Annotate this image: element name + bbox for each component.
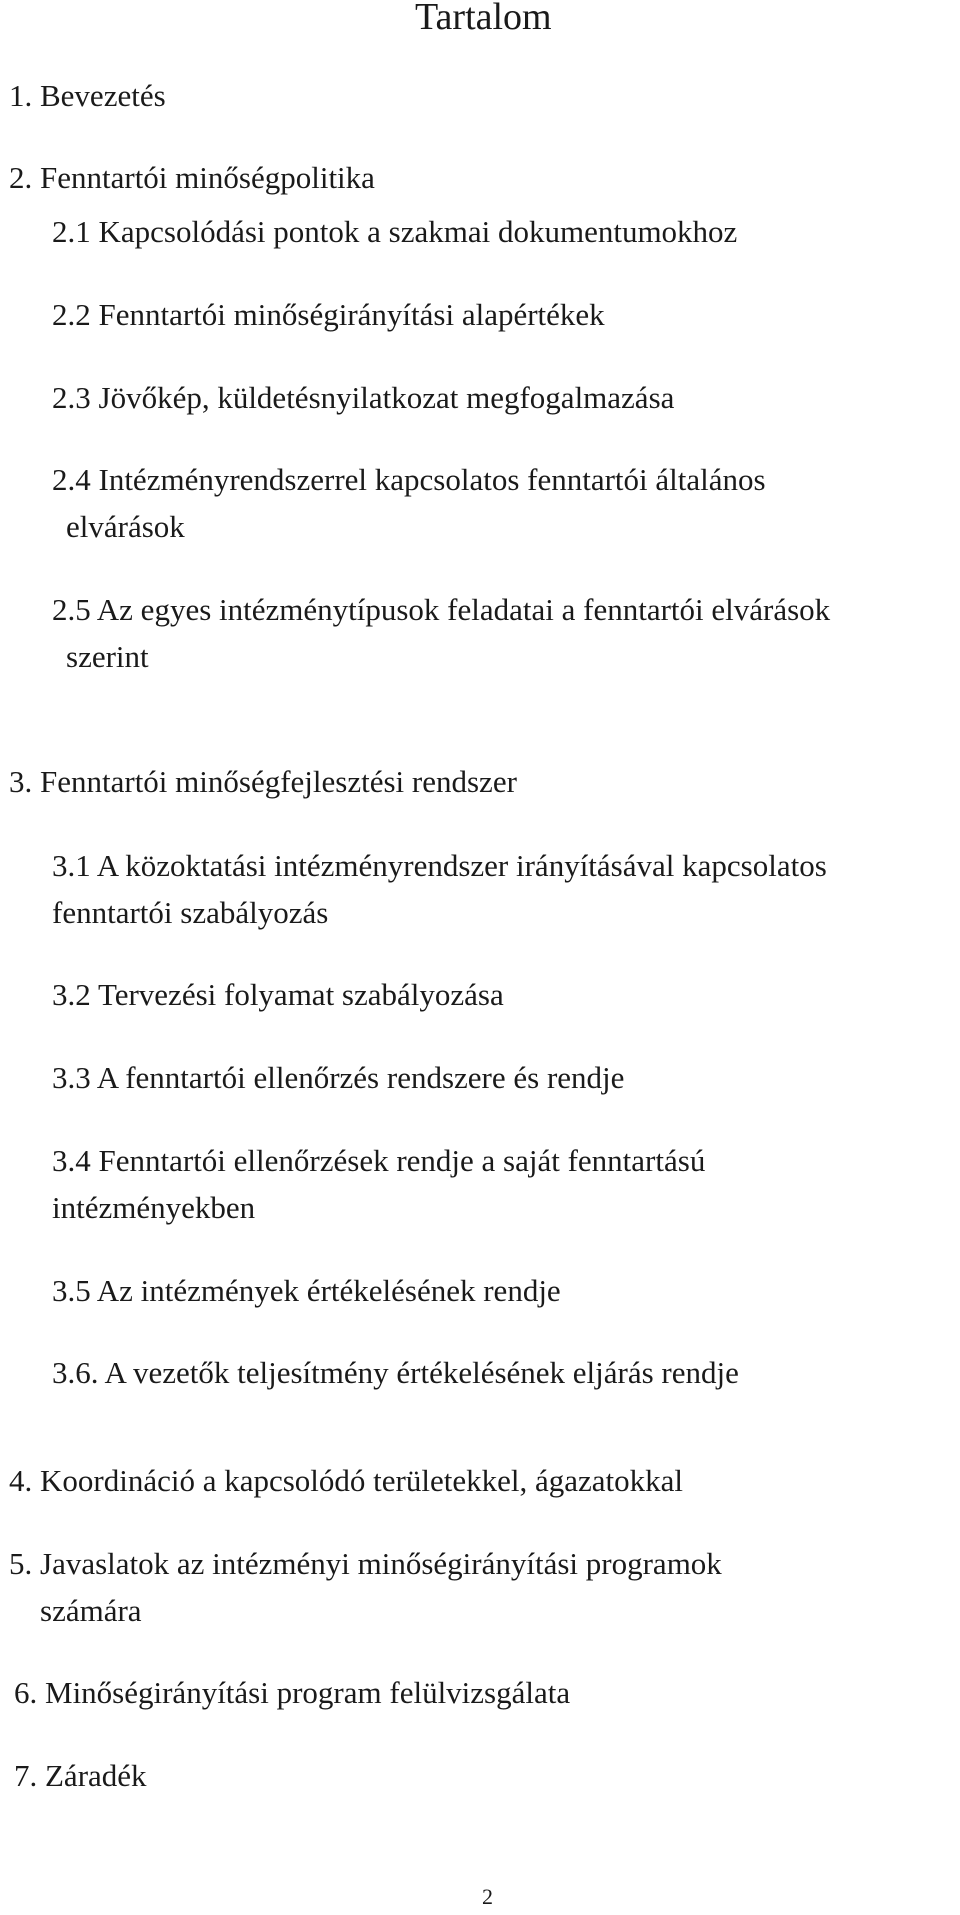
toc-item-6: 6. Minőségirányítási program felülvizsgálata [14, 1675, 571, 1710]
toc-item-4: 4. Koordináció a kapcsolódó területekkel, ágazatokkal [9, 1463, 683, 1498]
toc-item-2-2: 2.2 Fenntartói minőségirányítási alapértékek [52, 297, 605, 332]
toc-item-3-6: 3.6. A vezetők teljesítmény értékelésének eljárás rendje [52, 1355, 739, 1390]
toc-item-2-3: 2.3 Jövőkép, küldetésnyilatkozat megfogalmazása [52, 380, 675, 415]
toc-item-2-5-line2: szerint [66, 639, 149, 674]
toc-item-2-1: 2.1 Kapcsolódási pontok a szakmai dokumentumokhoz [52, 214, 738, 249]
toc-item-3-1-line1: 3.1 A közoktatási intézményrendszer irányításával kapcsolatos [52, 848, 827, 883]
toc-item-1: 1. Bevezetés [9, 78, 166, 113]
toc-item-3-2: 3.2 Tervezési folyamat szabályozása [52, 977, 504, 1012]
toc-item-3-3: 3.3 A fenntartói ellenőrzés rendszere és rendje [52, 1060, 625, 1095]
toc-item-5-line1: 5. Javaslatok az intézményi minőségirányítási programok [9, 1546, 722, 1581]
toc-item-2: 2. Fenntartói minőségpolitika [9, 160, 375, 195]
toc-item-3-4-line1: 3.4 Fenntartói ellenőrzések rendje a saját fenntartású [52, 1143, 706, 1178]
toc-item-3-1-line2: fenntartói szabályozás [52, 895, 329, 930]
toc-item-3-5: 3.5 Az intézmények értékelésének rendje [52, 1273, 561, 1308]
toc-item-2-4-line1: 2.4 Intézményrendszerrel kapcsolatos fenntartói általános [52, 462, 766, 497]
toc-item-2-4-line2: elvárások [66, 509, 185, 544]
toc-item-7: 7. Záradék [14, 1758, 147, 1793]
toc-item-3: 3. Fenntartói minőségfejlesztési rendszer [9, 764, 517, 799]
page-title: Tartalom [415, 0, 552, 38]
toc-item-3-4-line2: intézményekben [52, 1190, 256, 1225]
toc-item-2-5-line1: 2.5 Az egyes intézménytípusok feladatai a fenntartói elvárások [52, 592, 831, 627]
toc-item-5-line2: számára [40, 1593, 142, 1628]
page-number: 2 [482, 1884, 493, 1909]
